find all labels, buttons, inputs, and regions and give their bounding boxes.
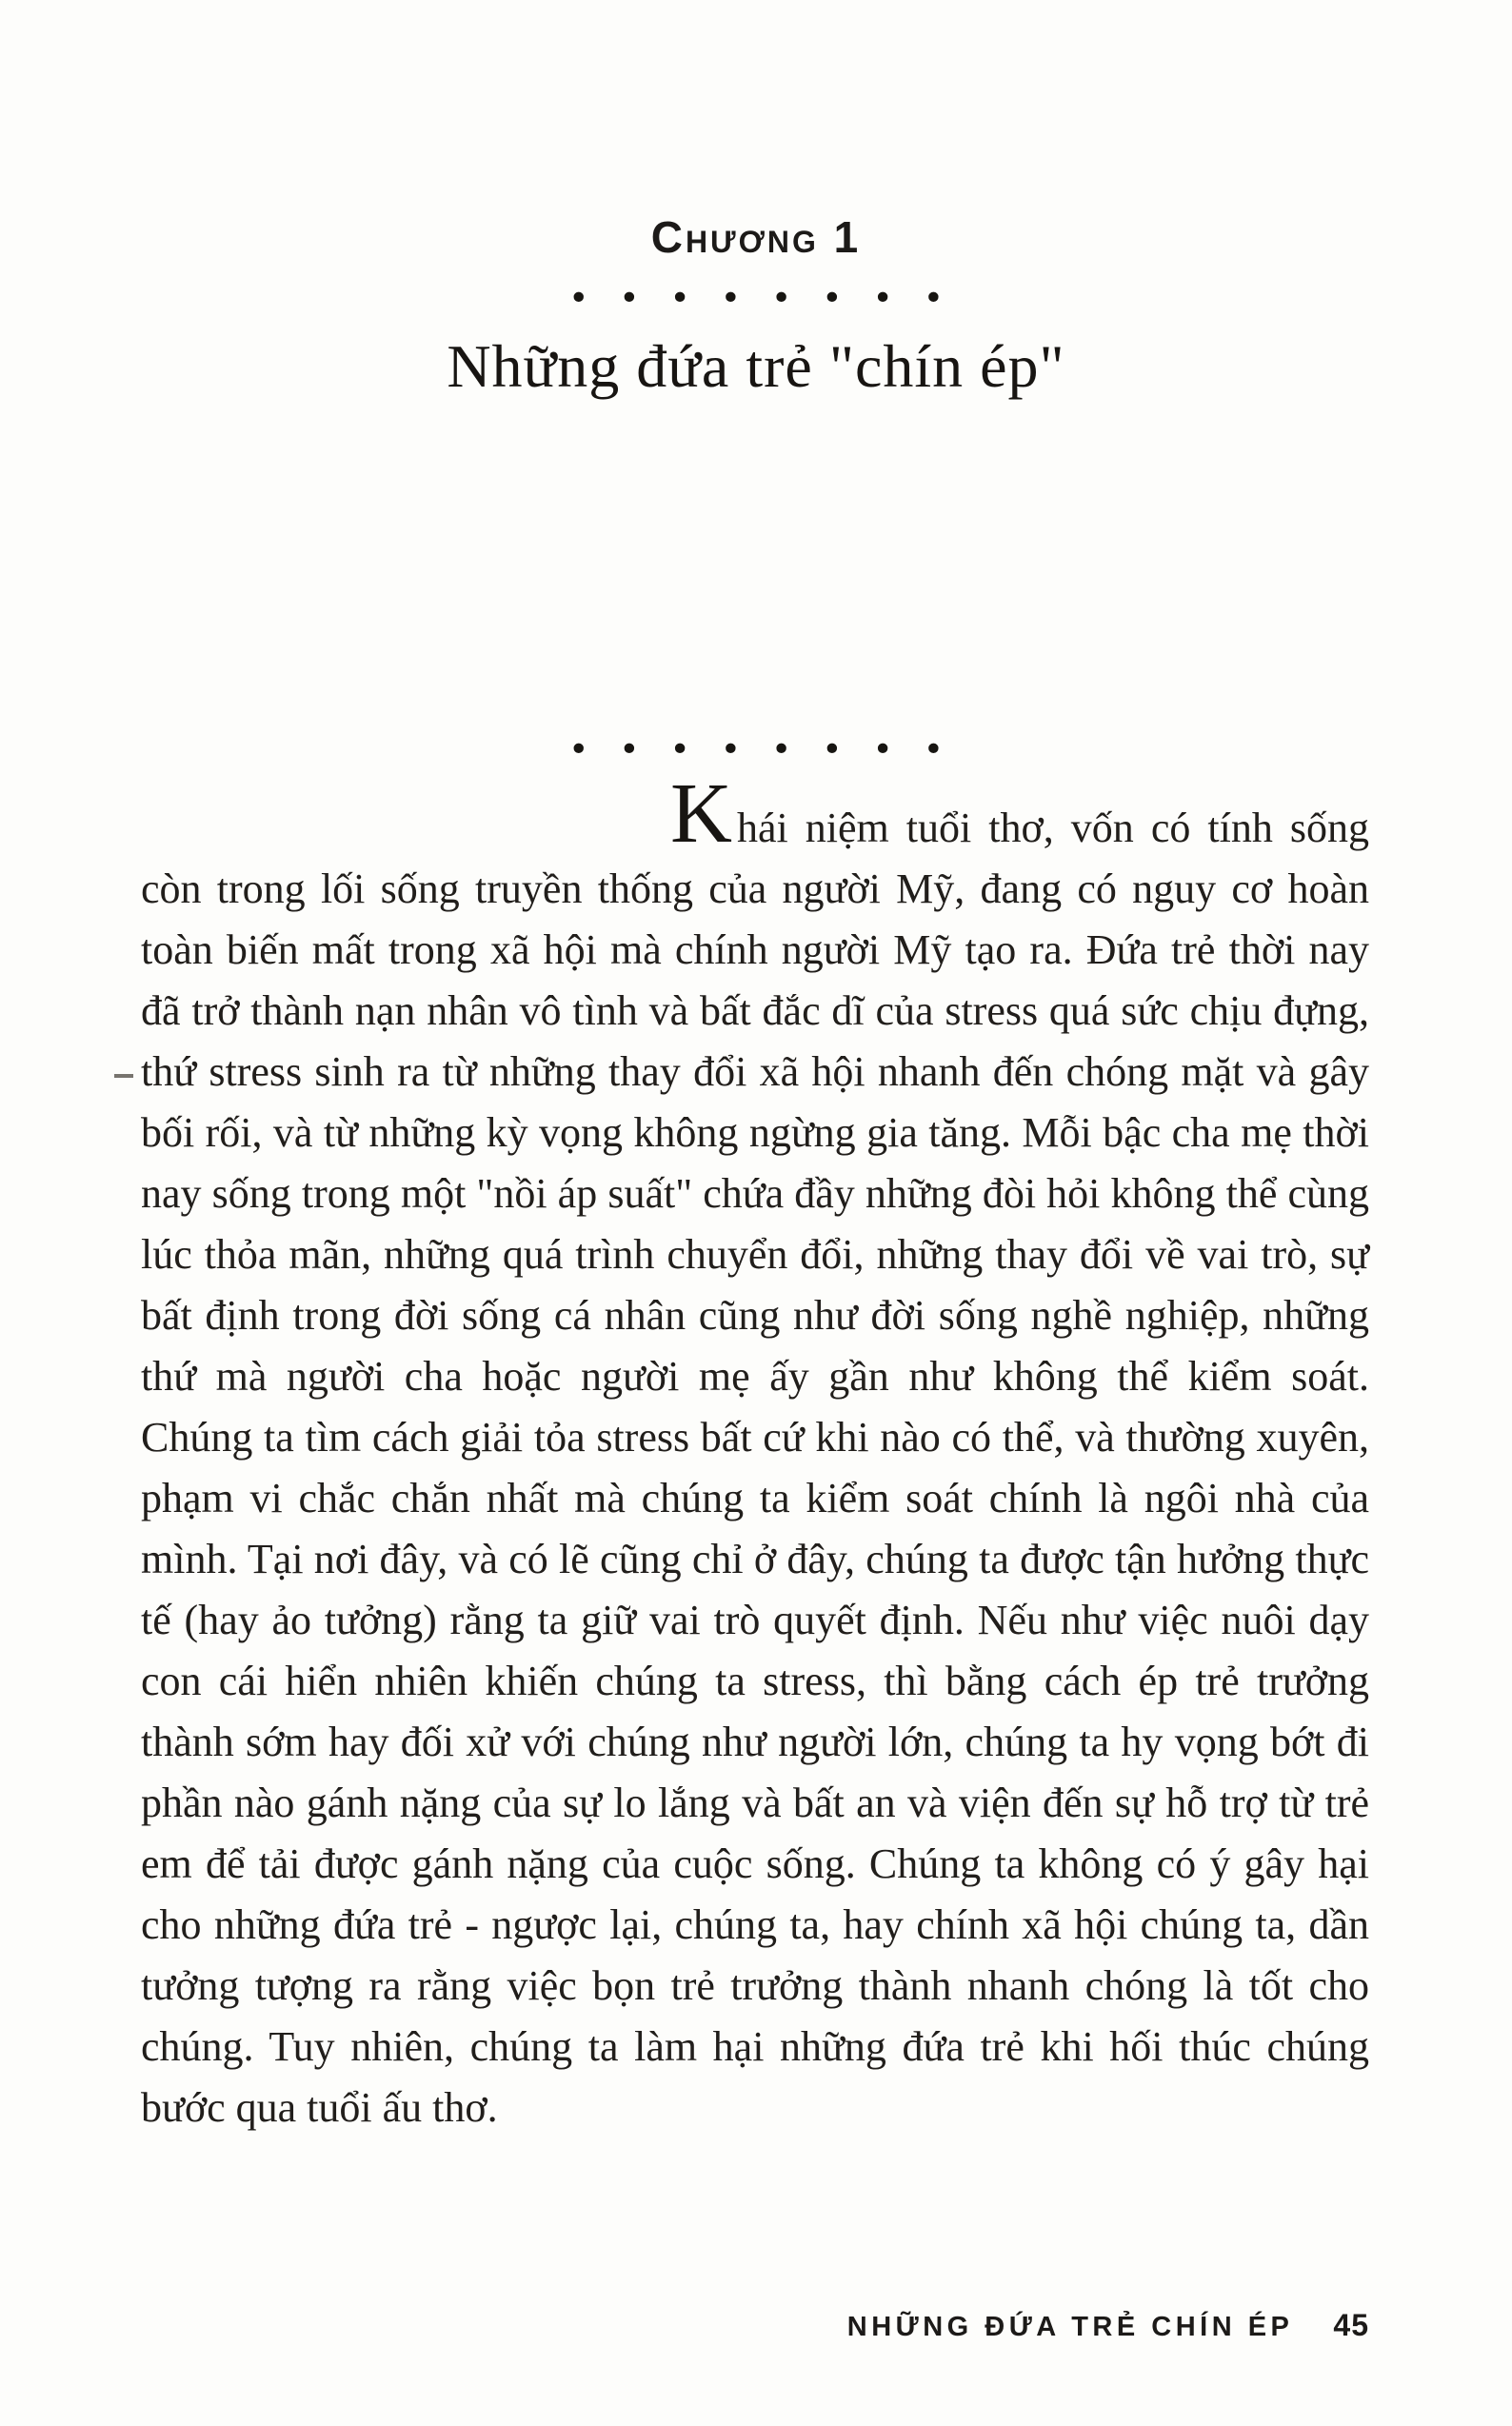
page-footer <box>847 2308 1369 2343</box>
body-paragraph-text: hái niệm tuổi thơ, vốn có tính sống còn trong lối sống truyền thống của người Mỹ, đang có nguy cơ hoàn toàn biến mất trong xã hội mà chính người Mỹ tạo ra. Đứa trẻ thời nay đã trở thành nạn nhân vô tình và bất đắc dĩ của stress quá sức chịu đựng, thứ stress sinh ra từ những thay đổi xã hội nhanh đến chóng mặt và gây bối rối, và từ những kỳ vọng không ngừng gia tăng. Mỗi bậc cha mẹ thời nay sống trong một "nồi áp suất" chứa đầy những đòi hỏi không thể cùng lúc thỏa mãn, những quá trình chuyển đổi, những thay đổi về vai trò, sự bất định trong đời sống cá nhân cũng như đời sống nghề nghiệp, những thứ mà người cha hoặc người mẹ ấy gần như không thể kiểm soát. Chúng ta tìm cách giải tỏa stress bất cứ khi nào có thể, và thường xuyên, phạm vi chắc chắn nhất mà chúng ta kiểm soát chính là ngôi nhà của mình. Tại nơi đây, và có lẽ cũng chỉ ở đây, chúng ta được tận hưởng thực tế (hay ảo tưởng) rằng ta giữ vai trò quyết định. Nếu như việc nuôi dạy con cái hiển nhiên khiến chúng ta stress, thì bằng cách ép trẻ trưởng thành sớm hay đối xử với chúng như người lớn, chúng ta hy vọng bớt đi phần nào gánh nặng của sự lo lắng và bất an và viện đến sự hỗ trợ từ trẻ em để tải được gánh nặng của cuộc sống. Chúng ta không có ý gây hại cho những đứa trẻ - ngược lại, chúng ta, hay chính xã hội chúng ta, dần tưởng tượng ra rằng việc bọn trẻ trưởng thành nhanh chóng là tốt cho chúng. Tuy nhiên, chúng ta làm hại những đứa trẻ khi hối thúc chúng bước qua tuổi ấu thơ. <box>141 805 1369 2131</box>
dropcap-letter: K <box>670 766 733 861</box>
ornament-dots-middle: •••••••• <box>568 730 974 769</box>
chapter-title: Những đứa trẻ "chín ép" <box>447 332 1065 400</box>
page-number: 45 <box>1333 2308 1369 2342</box>
chapter-label: Chương 1 <box>650 212 862 262</box>
body-paragraph <box>141 766 1369 2138</box>
running-title: NHỮNG ĐỨA TRẺ CHÍN ÉP <box>846 2312 1294 2342</box>
ornament-dots-top: •••••••• <box>568 279 974 318</box>
scan-artifact-dash <box>114 1074 133 1078</box>
